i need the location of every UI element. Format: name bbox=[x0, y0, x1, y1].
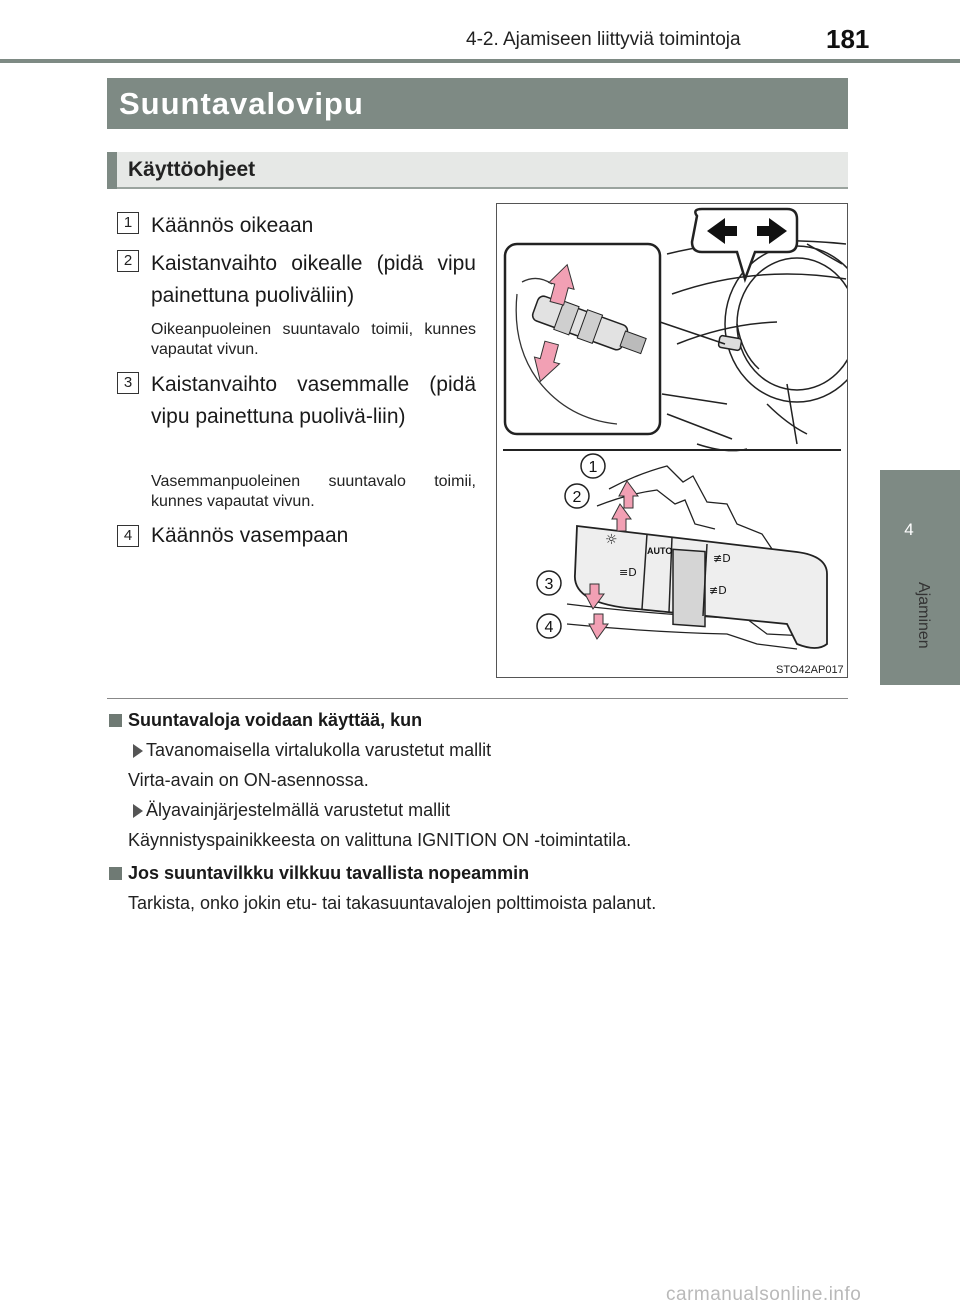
turn-signal-figure bbox=[496, 203, 848, 678]
figure-code: STO42AP017 bbox=[776, 664, 844, 676]
svg-text:2: 2 bbox=[572, 489, 582, 506]
arrow-4-icon bbox=[589, 614, 608, 639]
bullet-triangle-icon bbox=[133, 804, 143, 818]
note-bullet: Älyavainjärjestelmällä varustetut mallit bbox=[146, 800, 451, 820]
direction-bubble bbox=[692, 209, 797, 279]
step-badge: 1 bbox=[117, 212, 139, 234]
step-badge: 3 bbox=[117, 372, 139, 394]
arrow-1-icon bbox=[619, 481, 638, 508]
note-square-icon bbox=[109, 714, 122, 727]
figure-illustration bbox=[497, 204, 847, 677]
notes-rule bbox=[107, 698, 848, 699]
note-body: Tarkista, onko jokin etu- tai takasuuntavalojen polttimoista palanut. bbox=[128, 893, 657, 913]
step-badge: 2 bbox=[117, 250, 139, 272]
step-note: Oikeanpuoleinen suuntavalo toimii, kunnes vapautat vivun. bbox=[151, 321, 476, 358]
subheading: Käyttöohjeet bbox=[128, 158, 256, 181]
running-header-section: 4-2. Ajamiseen liittyviä toimintoja bbox=[466, 29, 741, 50]
svg-text:3: 3 bbox=[544, 576, 554, 593]
lever-detail bbox=[537, 454, 827, 649]
step-badge: 4 bbox=[117, 525, 139, 547]
step-note: Vasemmanpuoleinen suuntavalo toimii, kunnes vapautat vivun. bbox=[151, 473, 476, 510]
front-fog-icon: ≢D bbox=[713, 552, 731, 565]
note-body: Käynnistyspainikkeesta on valittuna IGNITION ON -toimintatila. bbox=[128, 830, 632, 850]
svg-text:4: 4 bbox=[544, 619, 554, 636]
step-text: Käännös vasempaan bbox=[151, 524, 349, 547]
svg-text:1: 1 bbox=[588, 459, 598, 476]
note-body: Virta-avain on ON-asennossa. bbox=[128, 770, 369, 790]
note-bullet: Tavanomaisella virtalukolla varustetut mallit bbox=[146, 740, 492, 760]
step-text: Kaistanvaihto oikealle (pidä vipu painettuna puoliväliin) bbox=[151, 252, 476, 307]
rear-fog-icon: ≢D bbox=[709, 584, 727, 597]
note-square-icon bbox=[109, 867, 122, 880]
bullet-triangle-icon bbox=[133, 744, 143, 758]
watermark: carmanualsonline.info bbox=[666, 1284, 862, 1305]
auto-label: AUTO bbox=[647, 546, 673, 556]
fog-light-icon: ≡D bbox=[619, 566, 637, 579]
light-sun-icon: ☼ bbox=[605, 532, 618, 548]
step-text: Kaistanvaihto vasemmalle (pidä vipu painettuna puolivä-liin) bbox=[151, 373, 476, 428]
note-heading: Jos suuntavilkku vilkkuu tavallista nopeammin bbox=[128, 863, 530, 883]
chapter-label: Ajaminen bbox=[915, 582, 932, 649]
chapter-number: 4 bbox=[904, 520, 914, 539]
header-rule bbox=[0, 59, 960, 63]
page-title: Suuntavalovipu bbox=[107, 78, 848, 129]
note-heading: Suuntavaloja voidaan käyttää, kun bbox=[128, 710, 423, 730]
subheading-accent-bar bbox=[107, 152, 117, 189]
page-number: 181 bbox=[826, 24, 870, 54]
step-text: Käännös oikeaan bbox=[151, 214, 314, 237]
steering-wheel-sketch bbox=[662, 241, 847, 451]
